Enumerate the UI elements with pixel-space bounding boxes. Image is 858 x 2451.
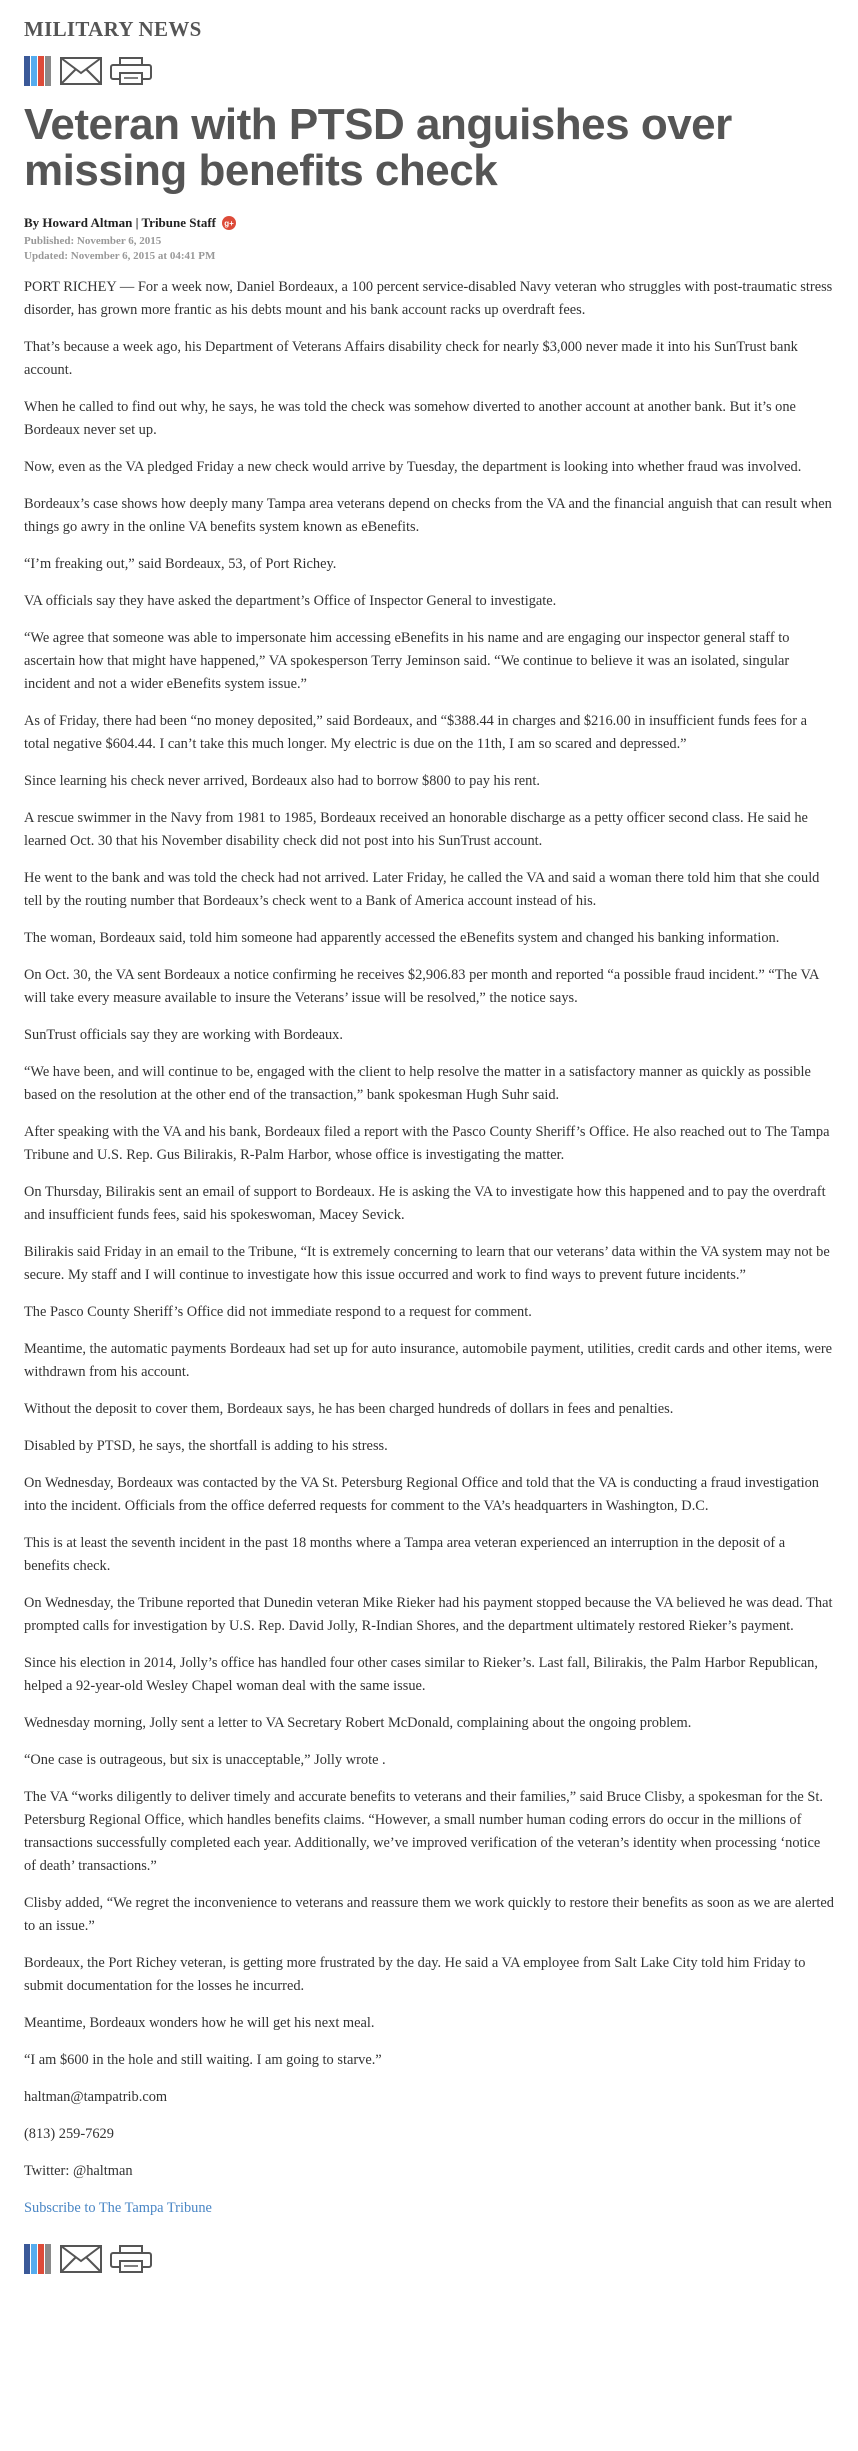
article-paragraph: “I’m freaking out,” said Bordeaux, 53, of Port Richey. [24,556,337,572]
twitter-share-icon[interactable] [31,56,37,86]
subscribe-paragraph [24,2197,834,2220]
article-paragraph: Without the deposit to cover them, Bordeaux says, he has been charged hundreds of dollars in fees and penalties. [24,1401,674,1417]
article-paragraph: Clisby added, “We regret the inconvenience to veterans and reassure them we work quickly to restore their benefits as soon as we are alerted to an issue.” [24,1895,835,1934]
section-label: MILITARY NEWS [24,17,202,41]
envelope-icon[interactable] [60,57,102,85]
updated-date: Updated: November 6, 2015 at 04:41 PM [24,250,216,262]
googleplus-share-icon[interactable] [38,56,44,86]
printer-icon[interactable] [110,57,152,85]
article-paragraph: Bordeaux, the Port Richey veteran, is getting more frustrated by the day. He said a VA employee from Salt Lake City told him Friday to submit documentation for the losses he incurred. [24,1955,806,1994]
social-share-strip[interactable] [24,2244,52,2274]
article-paragraph: Now, even as the VA pledged Friday a new check would arrive by Tuesday, the department is looking into whether fraud was involved. [24,459,802,475]
article-paragraph: Bordeaux’s case shows how deeply many Tampa area veterans depend on checks from the VA and the financial anguish that can result when things go awry in the online VA benefits system known as eBenefits. [24,496,832,535]
byline [24,214,834,232]
googleplus-share-icon[interactable] [38,2244,44,2274]
article-body [24,276,834,2220]
article-paragraph: “We have been, and will continue to be, engaged with the client to help resolve the matter in a satisfactory manner as quickly as possible based on the resolution at the other end of the transaction,” bank spokesman Hugh Suhr said. [24,1064,811,1103]
article-paragraph: On Thursday, Bilirakis sent an email of support to Bordeaux. He is asking the VA to investigate how this happened and to pay the overdraft and insufficient funds fees, said his spokeswoman, Macey Sevick. [24,1184,826,1223]
article-dates [24,234,834,264]
article-paragraph: The woman, Bordeaux said, told him someone had apparently accessed the eBenefits system and changed his banking information. [24,930,780,946]
article-paragraph: The VA “works diligently to deliver timely and accurate benefits to veterans and their families,” said Bruce Clisby, a spokesman for the St. Petersburg Regional Office, which handles benefits claims. “However, a small number human coding errors do occur in the millions of transactions successfully completed each year. Additionally, we’ve improved verification of the veteran’s identity when processing ‘notice of death’ transactions.” [24,1789,824,1874]
article-paragraph: On Oct. 30, the VA sent Bordeaux a notice confirming he receives $2,906.83 per month and reported “a possible fraud incident.” “The VA will take every measure available to insure the Veterans’ issue will be resolved,” the notice says. [24,967,819,1006]
article-paragraph: VA officials say they have asked the department’s Office of Inspector General to investigate. [24,593,557,609]
googleplus-author-icon[interactable]: g+ [222,216,236,230]
article-paragraph: “We agree that someone was able to impersonate him accessing eBenefits in his name and are engaging our inspector general staff to ascertain how that might have happened,” VA spokesperson Terry Jeminson said. “We continue to believe it was an isolated, singular incident and not a wider eBenefits system issue.” [24,630,790,692]
article-paragraph: “One case is outrageous, but six is unacceptable,” Jolly wrote . [24,1752,386,1768]
article-paragraph: As of Friday, there had been “no money deposited,” said Bordeaux, and “$388.44 in charges and $216.00 in insufficient funds fees for a total negative $604.44. I can’t take this much longer. My electric is due on the 11th, I am so scared and depressed.” [24,713,808,752]
article-paragraph: Meantime, the automatic payments Bordeaux had set up for auto insurance, automobile payment, utilities, credit cards and other items, were withdrawn from his account. [24,1341,833,1380]
facebook-share-icon[interactable] [24,2244,30,2274]
published-date: Published: November 6, 2015 [24,235,162,247]
article-paragraph: SunTrust officials say they are working with Bordeaux. [24,1027,343,1043]
facebook-share-icon[interactable] [24,56,30,86]
article-paragraph: On Wednesday, the Tribune reported that Dunedin veteran Mike Rieker had his payment stopped because the VA believed he was dead. That prompted calls for investigation by U.S. Rep. David Jolly, R-Indian Shores, and the department ultimately restored Rieker’s payment. [24,1595,833,1634]
share-bar-bottom [24,2244,834,2274]
article-paragraph: Wednesday morning, Jolly sent a letter to VA Secretary Robert McDonald, complaining about the ongoing problem. [24,1715,692,1731]
article-paragraph: Meantime, Bordeaux wonders how he will get his next meal. [24,2015,375,2031]
twitter-share-icon[interactable] [31,2244,37,2274]
more-share-icon[interactable] [45,2244,51,2274]
article-paragraph: A rescue swimmer in the Navy from 1981 to 1985, Bordeaux received an honorable discharge as a petty officer second class. He said he learned Oct. 30 that his November disability check did not post into his SunTrust account. [24,810,808,849]
article-paragraph: He went to the bank and was told the check had not arrived. Later Friday, he called the VA and said a woman there told him that she could tell by the routing number that Bordeaux’s check went to a Bank of America account instead of his. [24,870,820,909]
article-paragraph: Since learning his check never arrived, Bordeaux also had to borrow $800 to pay his rent. [24,773,540,789]
article-paragraph: “I am $600 in the hole and still waiting. I am going to starve.” [24,2052,382,2068]
article-headline: Veteran with PTSD anguishes over missing benefits check [24,100,732,195]
article-paragraph: Disabled by PTSD, he says, the shortfall is adding to his stress. [24,1438,388,1454]
article-paragraph: When he called to find out why, he says, he was told the check was somehow diverted to another account at another bank. But it’s one Bordeaux never set up. [24,399,796,438]
article-paragraph: This is at least the seventh incident in the past 18 months where a Tampa area veteran experienced an interruption in the deposit of a benefits check. [24,1535,786,1574]
article-paragraph: That’s because a week ago, his Department of Veterans Affairs disability check for nearly $3,000 never made it into his SunTrust bank account. [24,339,798,378]
article-paragraph: Since his election in 2014, Jolly’s office has handled four other cases similar to Rieker’s. Last fall, Bilirakis, the Palm Harbor Republican, helped a 92-year-old Wesley Chapel woman deal with the same issue. [24,1655,818,1694]
envelope-icon[interactable] [60,2245,102,2273]
author-twitter: Twitter: @haltman [24,2163,133,2179]
more-share-icon[interactable] [45,56,51,86]
author-email: haltman@tampatrib.com [24,2089,168,2105]
share-bar-top [24,56,834,86]
article-paragraph: Bilirakis said Friday in an email to the Tribune, “It is extremely concerning to learn that our veterans’ data within the VA system may not be secure. My staff and I will continue to investigate how this issue occurred and work to find ways to prevent future incidents.” [24,1244,830,1283]
byline-text: By Howard Altman | Tribune Staff [24,215,216,230]
article-paragraph: After speaking with the VA and his bank, Bordeaux filed a report with the Pasco County Sheriff’s Office. He also reached out to The Tampa Tribune and U.S. Rep. Gus Bilirakis, R-Palm Harbor, whose office is investigating the matter. [24,1124,830,1163]
author-phone: (813) 259-7629 [24,2126,114,2142]
article-paragraph: On Wednesday, Bordeaux was contacted by the VA St. Petersburg Regional Office and told that the VA is conducting a fraud investigation into the incident. Officials from the office deferred requests for comment to the VA’s headquarters in Washington, D.C. [24,1475,819,1514]
printer-icon[interactable] [110,2245,152,2273]
article-paragraph: The Pasco County Sheriff’s Office did not immediate respond to a request for comment. [24,1304,532,1320]
social-share-strip[interactable] [24,56,52,86]
article-paragraph: PORT RICHEY — For a week now, Daniel Bordeaux, a 100 percent service-disabled Navy veteran who struggles with post-traumatic stress disorder, has grown more frantic as his debts mount and his bank account racks up overdraft fees. [24,279,833,318]
subscribe-link[interactable]: Subscribe to The Tampa Tribune [24,2200,212,2216]
